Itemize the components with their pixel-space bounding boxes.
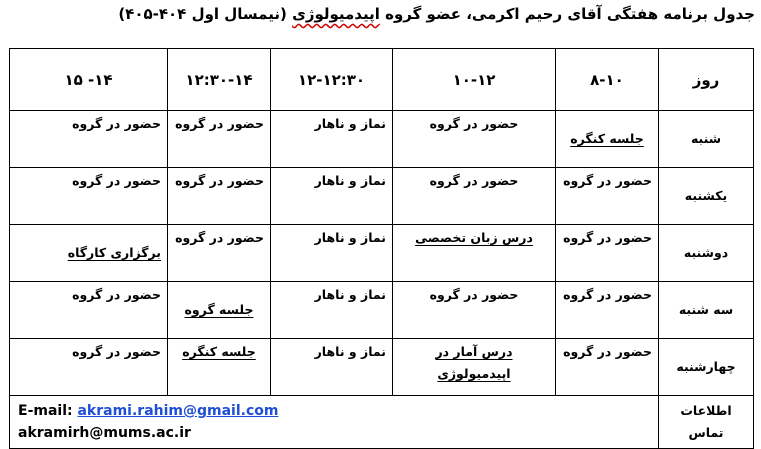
header-slot-4: ۱۲:۳۰-۱۴ xyxy=(168,49,271,111)
schedule-cell: حضور در گروه xyxy=(10,168,168,225)
email-prefix: E-mail: xyxy=(18,403,78,419)
table-row xyxy=(10,111,754,168)
schedule-cell: حضور در گروه xyxy=(393,168,556,225)
header-slot-3: ۱۲-۱۲:۳۰ xyxy=(271,49,393,111)
header-slot-2: ۱۰-۱۲ xyxy=(393,49,556,111)
schedule-cell: نماز و ناهار xyxy=(271,282,393,339)
schedule-cell: نماز و ناهار xyxy=(271,339,393,396)
schedule-cell: حضور در گروه xyxy=(168,168,271,225)
schedule-cell: نماز و ناهار xyxy=(271,111,393,168)
day-cell: دوشنبه xyxy=(659,225,754,282)
schedule-cell: جلسه کنگره xyxy=(168,339,271,396)
table-row xyxy=(10,225,754,282)
schedule-cell: حضور در گروه xyxy=(168,225,271,282)
day-cell: سه شنبه xyxy=(659,282,754,339)
schedule-cell: حضور در گروه xyxy=(556,225,659,282)
schedule-cell: حضور در گروه xyxy=(10,111,168,168)
schedule-cell: حضور در گروه xyxy=(556,339,659,396)
table-row xyxy=(10,168,754,225)
header-day: روز xyxy=(659,49,754,111)
header-slot-5: ۱۴- ۱۵ xyxy=(10,49,168,111)
page-title xyxy=(7,2,755,26)
contact-info xyxy=(10,396,659,449)
header-slot-1: ۸-۱۰ xyxy=(556,49,659,111)
schedule-cell: درس زبان تخصصی xyxy=(393,225,556,282)
day-cell: یکشنبه xyxy=(659,168,754,225)
schedule-cell: جلسه گروه xyxy=(168,282,271,339)
email-line xyxy=(18,400,652,422)
schedule-cell: جلسه کنگره xyxy=(556,111,659,168)
contact-label: اطلاعات تماس xyxy=(659,396,754,449)
day-cell: چهارشنبه xyxy=(659,339,754,396)
email-link-gmail[interactable]: akrami.rahim@gmail.com xyxy=(77,403,279,419)
table-row xyxy=(10,282,754,339)
title-text: جدول برنامه هفتگی آقای رحیم اکرمی، عضو گروه xyxy=(379,5,755,23)
title-semester: (نیمسال اول ۴۰۴-۴۰۵) xyxy=(118,5,293,23)
schedule-cell: حضور در گروه xyxy=(10,282,168,339)
title-underlined-word: اپیدمیولوژی xyxy=(292,5,380,23)
table-header-row xyxy=(10,49,754,111)
schedule-cell: حضور در گروه xyxy=(556,282,659,339)
email-line-mums: akramirh@mums.ac.ir xyxy=(18,425,191,441)
table-row xyxy=(10,339,754,396)
schedule-cell: حضور در گروه xyxy=(393,282,556,339)
schedule-cell: نماز و ناهار xyxy=(271,168,393,225)
schedule-cell: حضور در گروه xyxy=(168,111,271,168)
schedule-cell: برگزاری کارگاه xyxy=(10,225,168,282)
schedule-table xyxy=(9,48,754,449)
schedule-cell: درس آمار در اپیدمیولوژی xyxy=(393,339,556,396)
schedule-cell: حضور در گروه xyxy=(393,111,556,168)
schedule-cell: حضور در گروه xyxy=(556,168,659,225)
contact-row xyxy=(10,396,754,449)
day-cell: شنبه xyxy=(659,111,754,168)
schedule-cell: حضور در گروه xyxy=(10,339,168,396)
schedule-cell: نماز و ناهار xyxy=(271,225,393,282)
